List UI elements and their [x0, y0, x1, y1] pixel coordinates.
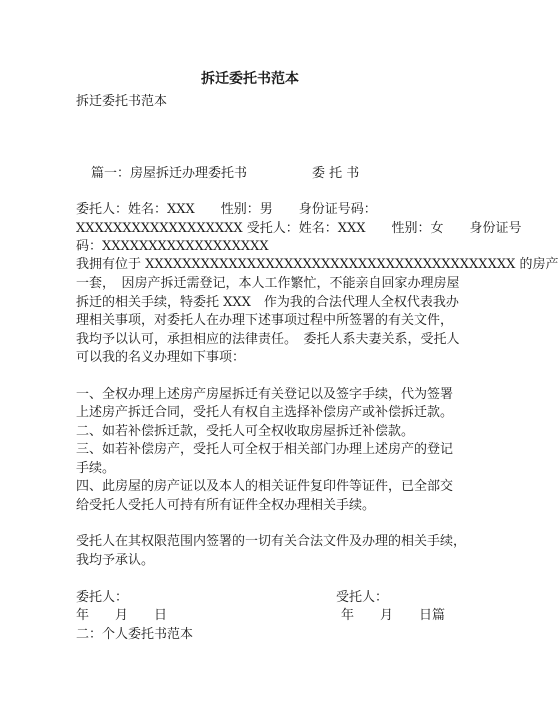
principal-signature-label: 委托人： [76, 590, 129, 605]
body-line: 上述房产拆迁合同，受托人有权自主选择补偿房产或补偿拆迁款。 [76, 405, 454, 420]
body-line: 给受托人受托人可持有所有证件全权办理相关手续。 [76, 498, 376, 513]
document-subtitle: 拆迁委托书范本 [76, 94, 168, 109]
body-line: 受托人在其权限范围内签署的一切有关合法文件及办理的相关手续， [76, 534, 467, 549]
section1-heading: 篇一：房屋拆迁办理委托书 [91, 166, 248, 181]
principal-date: 年 月 日 [76, 608, 168, 623]
body-line: 手续。 [76, 461, 116, 476]
body-line: 可以我的名义办理如下事项： [76, 350, 246, 365]
body-line: 我均予以认可，承担相应的法律责任。 委托人系夫妻关系，受托人 [76, 332, 460, 347]
section1-center-title: 委 托 书 [312, 166, 360, 181]
section2-heading: 二：个人委托书范本 [76, 627, 194, 642]
agent-signature-label: 受托人： [336, 590, 389, 605]
body-line: 委托人：姓名：XXX 性别：男 身份证号码： [76, 202, 377, 217]
body-line: 理相关事项，对委托人在办理下述事项过程中所签署的有关文件， [76, 313, 454, 328]
agent-date: 年 月 日篇 [341, 608, 446, 623]
body-line: 码：XXXXXXXXXXXXXXXXXX [76, 239, 269, 254]
document-title: 拆迁委托书范本 [201, 71, 299, 87]
body-line: 一、全权办理上述房产房屋拆迁有关登记以及签字手续，代为签署 [76, 387, 454, 402]
body-line: 拆迁的相关手续，特委托 XXX 作为我的合法代理人全权代表我办 [76, 295, 459, 310]
body-line: 三、如若补偿房产，受托人可全权于相关部门办理上述房产的登记 [76, 442, 454, 457]
body-line: 一套， 因房产拆迁需登记，本人工作繁忙，不能亲自回家办理房屋 [76, 276, 460, 291]
body-line: 四、此房屋的房产证以及本人的相关证件复印件等证件，已全部交 [76, 479, 454, 494]
body-line: XXXXXXXXXXXXXXXXXX 受托人：姓名：XXX 性别：女 身份证号 [76, 221, 522, 236]
body-line: 我均予承认。 [76, 553, 155, 568]
body-line: 二、如若补偿拆迁款，受托人可全权收取房屋拆迁补偿款。 [76, 424, 415, 439]
body-line: 我拥有位于 XXXXXXXXXXXXXXXXXXXXXXXXXXXXXXXXXXXXXXXX 的房产 [76, 257, 558, 272]
